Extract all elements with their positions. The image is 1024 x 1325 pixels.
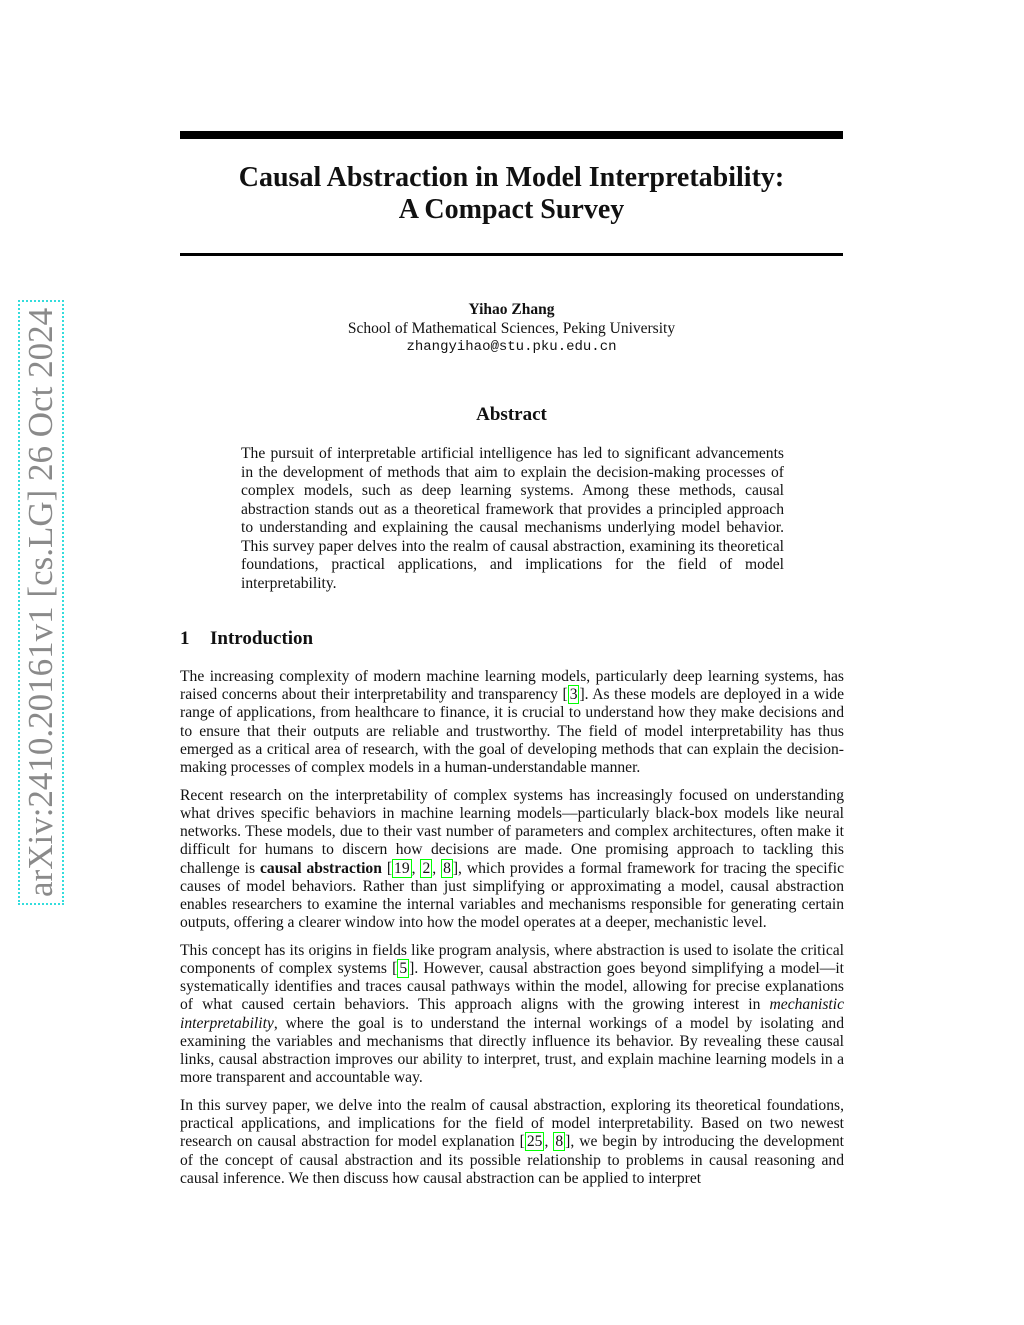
arxiv-identifier-stamp[interactable]: arXiv:2410.20161v1 [cs.LG] 26 Oct 2024 bbox=[18, 300, 64, 905]
section-number: 1 bbox=[180, 628, 190, 649]
author-name: Yihao Zhang bbox=[468, 301, 555, 318]
citation-link[interactable]: 2 bbox=[422, 859, 431, 877]
section-heading bbox=[180, 628, 313, 650]
paragraph-4: In this survey paper, we delve into the realm of causal abstraction, exploring its theoretical foundations, practical applications, and implications for the field of model interpretability. Based on two newest research on causal abstraction for model explanation [ 25 , 8 ], we begin by introducing the development of the concept of causal abstraction and its possible relationship to problems in causal reasoning and causal inference. We then discuss how causal abstraction can be applied to interpret bbox=[180, 1096, 845, 1187]
citation-link[interactable]: 19 bbox=[394, 859, 410, 877]
author-email[interactable]: zhangyihao@stu.pku.edu.cn bbox=[406, 339, 617, 355]
abstract-heading: Abstract bbox=[476, 404, 547, 425]
paper-title bbox=[180, 162, 843, 226]
citation-link[interactable]: 25 bbox=[526, 1133, 543, 1151]
section-title: Introduction bbox=[210, 628, 314, 649]
citation-link[interactable]: 8 bbox=[555, 1133, 564, 1151]
introduction-body bbox=[180, 668, 844, 1197]
author-block bbox=[180, 300, 843, 357]
title-line-1: Causal Abstraction in Model Interpretability: bbox=[238, 162, 785, 193]
title-line-2: A Compact Survey bbox=[398, 194, 625, 225]
title-bottom-rule bbox=[180, 253, 843, 256]
citation-link[interactable]: 8 bbox=[443, 859, 451, 877]
paragraph-2: Recent research on the interpretability of complex systems has increasingly focused on understanding what drives specific behaviors in machine learning models—particularly black-box models like neural networks. These models, due to their vast number of parameters and complex architectures, often make it difficult for humans to discern how decisions are made. One promising approach to tackling this challenge is causal abstraction [ 19 , 2 , 8 ], which provides a formal framework for tracing the specific causes of model behaviors. Rather than just simplifying or approximating a model, causal abstraction enables researchers to examine the internal variables and mechanisms responsible for generating certain outputs, offering a clearer window into how the model operates at a deeper, mechanistic level. bbox=[180, 786, 844, 932]
italic-term: mechanistic interpretability bbox=[180, 996, 844, 1032]
bold-term: causal abstraction bbox=[260, 859, 382, 877]
author-affiliation: School of Mathematical Sciences, Peking University bbox=[347, 320, 676, 337]
paragraph-1: The increasing complexity of modern machine learning models, particularly deep learning systems, has raised concerns about their interpretability and transparency [ 3 ]. As these models are deployed in a wide range of applications, from healthcare to finance, it is crucial to understand how they make decisions and to ensure that their outputs are reliable and trustworthy. The field of model interpretability has thus emerged as a critical area of research, with the goal of developing methods that can explain the decision-making processes of complex models in a human-understandable manner. bbox=[180, 668, 844, 777]
citation-link[interactable]: 5 bbox=[399, 960, 408, 978]
citation-link[interactable]: 3 bbox=[569, 686, 578, 704]
title-top-rule bbox=[180, 131, 843, 139]
paragraph-3: This concept has its origins in fields like program analysis, where abstraction is used to isolate the critical components of complex systems [ 5 ]. However, causal abstraction goes beyond simplifying a model—it systematically identifies and traces causal pathways within the model, allowing for precise explanations of what caused certain behaviors. This approach aligns with the growing interest in mechanistic interpretability, where the goal is to understand the internal workings of a model by isolating and examining the variables and mechanisms that directly influence its behavior. By revealing these causal links, causal abstraction improves our ability to interpret, trust, and explain machine learning models in a more transparent and accountable way. bbox=[180, 941, 845, 1087]
abstract-text: The pursuit of interpretable artificial intelligence has led to significant advancements in the development of methods that aim to explain the decision-making processes of complex models, such as deep learning systems. Among these methods, causal abstraction stands out as a theoretical framework that provides a principled approach to understanding and explaining the causal mechanisms underlying model behavior. This survey paper delves into the realm of causal abstraction, examining its theoretical foundations, practical applications, and implications for the field of model interpretability. bbox=[241, 445, 784, 592]
